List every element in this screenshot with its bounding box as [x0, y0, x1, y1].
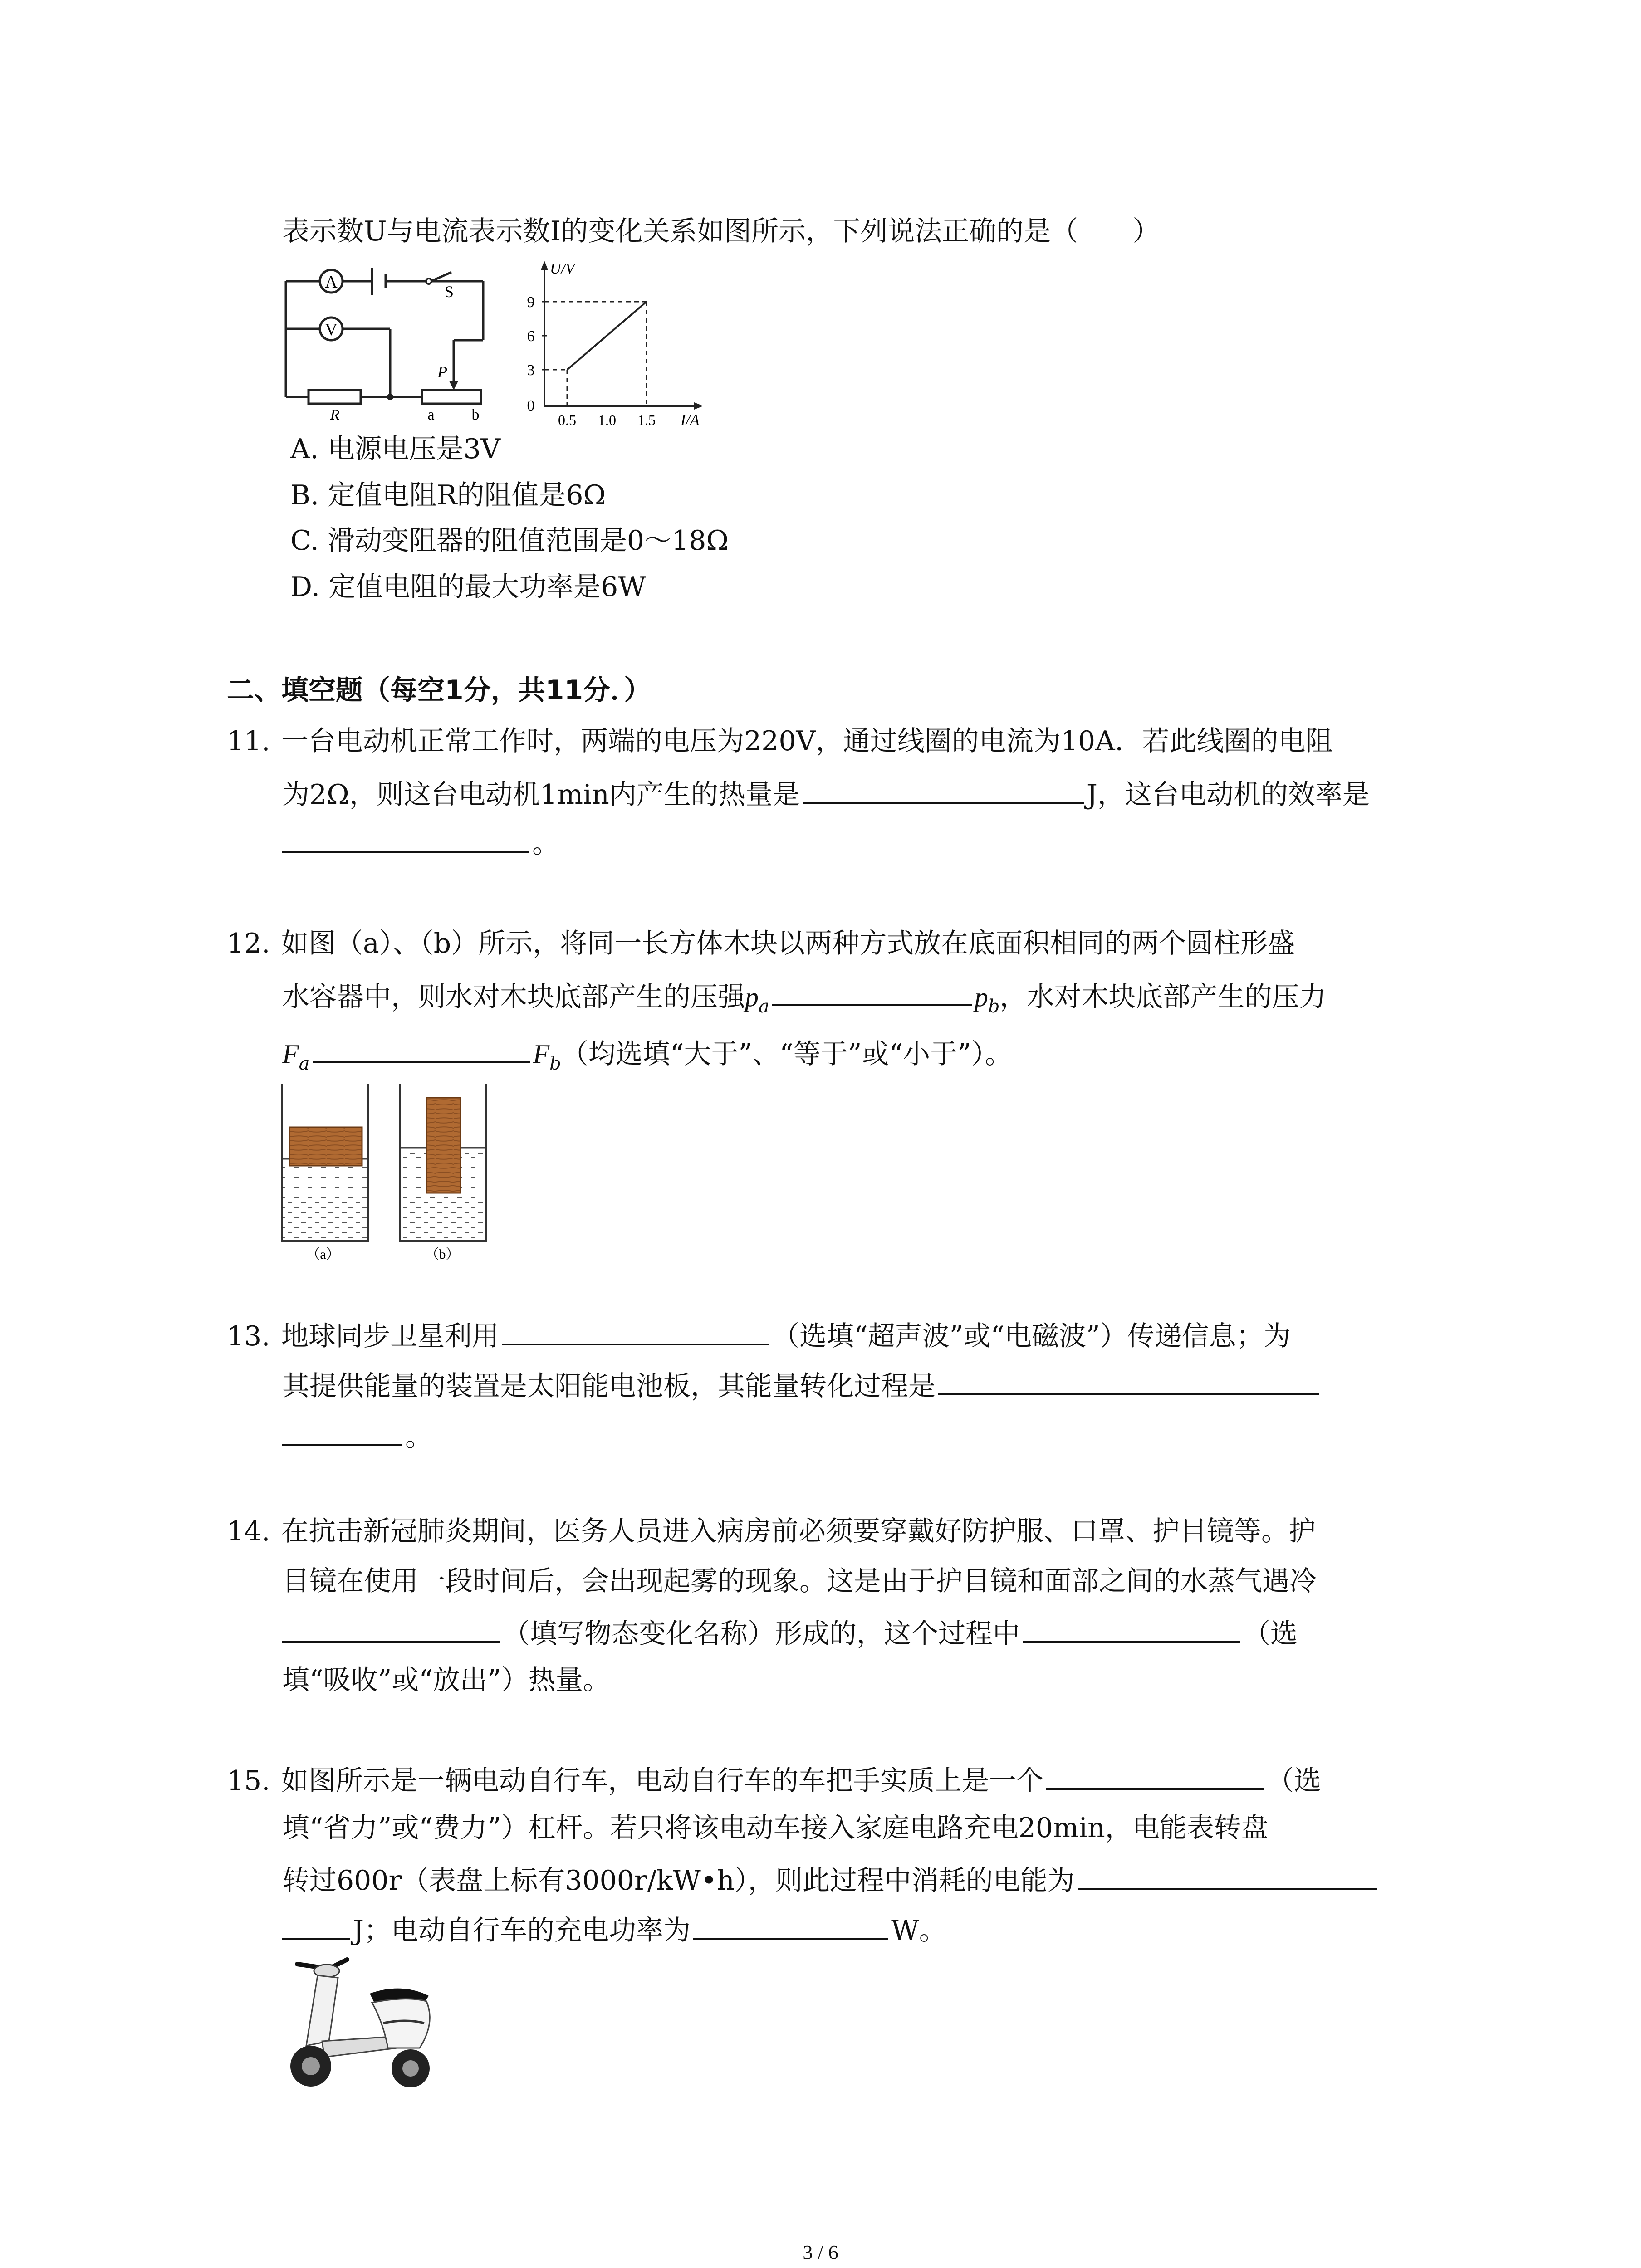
question-number: 15.	[227, 1765, 270, 1797]
q11-text: 为2Ω，则这台电动机1min内产生的热量是	[282, 779, 800, 811]
q10-option-d: D. 定值电阻的最大功率是6W	[290, 571, 646, 603]
q12-text: ，水对木块底部产生的压力	[999, 981, 1327, 1013]
q12-line1	[227, 925, 1295, 962]
end-a-label: a	[427, 406, 435, 422]
section-title: 二、填空题（每空1分，共11分．）	[227, 675, 652, 706]
q11-answer-blank-2[interactable]	[282, 823, 529, 853]
fa-subscript: a	[299, 1053, 310, 1074]
slider-label: P	[437, 363, 447, 381]
q15-answer-blank-1[interactable]	[1046, 1760, 1264, 1790]
wood-block-b	[426, 1098, 460, 1193]
q12-answer-blank-1[interactable]	[772, 976, 972, 1006]
q11-text: J，这台电动机的效率是	[1086, 779, 1370, 811]
graph-x-tick: 1.5	[637, 412, 656, 428]
q12-answer-blank-2[interactable]	[313, 1033, 530, 1063]
q11-line3	[282, 823, 559, 862]
q13-line3	[282, 1416, 432, 1455]
q11-text: 一台电动机正常工作时，两端的电压为220V，通过线圈的电流为10A．若此线圈的电阻	[281, 725, 1333, 757]
q11-line1	[227, 723, 1333, 759]
q13-line1	[227, 1315, 1291, 1354]
ammeter-label: A	[325, 273, 338, 292]
q15-text: （选	[1267, 1765, 1321, 1797]
q14-answer-blank-2[interactable]	[1023, 1613, 1240, 1643]
figure-a-label: （a）	[306, 1247, 340, 1261]
q10-option-a: A. 电源电压是3V	[290, 433, 500, 465]
q11-line2	[282, 774, 1370, 813]
q13-answer-blank-2-cont[interactable]	[282, 1416, 402, 1446]
question-number: 14.	[227, 1515, 270, 1547]
graph-x-tick: 1.0	[598, 412, 616, 428]
q12-line3	[282, 1033, 1012, 1082]
q15-text: 转过600r（表盘上标有3000r/kW•h），则此过程中消耗的电能为	[282, 1865, 1075, 1897]
q15-line4	[282, 1910, 946, 1949]
q15-answer-blank-2[interactable]	[1078, 1860, 1377, 1890]
q15-line1	[227, 1760, 1321, 1799]
q15-text: J；电动自行车的充电功率为	[353, 1915, 691, 1946]
voltmeter-label: V	[325, 320, 338, 339]
water-container-figure	[272, 1080, 508, 1261]
fb-subscript: b	[549, 1053, 561, 1074]
ui-graph	[517, 256, 712, 429]
question-number: 11.	[227, 725, 270, 757]
q15-text: W。	[891, 1915, 946, 1946]
page-number: 3 / 6	[803, 2241, 838, 2263]
q15-text: 如图所示是一辆电动自行车，电动自行车的车把手实质上是一个	[281, 1765, 1043, 1797]
graph-x-label: I/A	[681, 412, 700, 429]
q13-text: 。	[405, 1421, 432, 1453]
q13-text: 其提供能量的装置是太阳能电池板，其能量转化过程是	[282, 1370, 936, 1402]
q12-text: 水容器中，则水对木块底部产生的压强	[282, 981, 745, 1013]
pb-symbol: p	[974, 982, 988, 1012]
q14-line4: 填“吸收”或“放出”）热量。	[282, 1664, 610, 1696]
q13-line2	[282, 1365, 1322, 1404]
switch-label: S	[444, 283, 454, 301]
pa-subscript: a	[759, 996, 769, 1017]
q13-answer-blank-2[interactable]	[938, 1365, 1319, 1395]
q10-stem: 表示数U与电流表示数I的变化关系如图所示，下列说法正确的是（ ）	[282, 215, 1160, 247]
q14-text: 在抗击新冠肺炎期间，医务人员进入病房前必须要穿戴好防护服、口罩、护目镜等。护	[281, 1515, 1316, 1547]
q14-answer-blank-1[interactable]	[282, 1613, 500, 1643]
figure-b-label: （b）	[425, 1247, 460, 1261]
q13-text: （选填“超声波”或“电磁波”）传递信息；为	[772, 1320, 1291, 1352]
wood-block-a	[289, 1127, 362, 1166]
q15-answer-blank-3[interactable]	[693, 1910, 888, 1940]
q12-line2	[282, 976, 1326, 1025]
resistor-label: R	[330, 406, 340, 422]
circuit-diagram	[272, 254, 508, 422]
q15-answer-blank-2-cont[interactable]	[282, 1910, 350, 1940]
graph-y-tick: 0	[527, 397, 535, 414]
graph-y-label: U/V	[550, 260, 575, 277]
q14-text: （填写物态变化名称）形成的，这个过程中	[503, 1618, 1020, 1650]
pa-symbol: p	[745, 982, 759, 1012]
graph-y-tick: 3	[527, 362, 535, 379]
q14-line2: 目镜在使用一段时间后，会出现起雾的现象。这是由于护目镜和面部之间的水蒸气遇冷	[282, 1565, 1317, 1597]
graph-y-tick: 9	[527, 294, 535, 311]
q11-text: 。	[532, 828, 559, 860]
q11-answer-blank-1[interactable]	[803, 774, 1084, 804]
q13-answer-blank-1[interactable]	[502, 1315, 769, 1345]
end-b-label: b	[471, 406, 480, 422]
graph-x-tick: 0.5	[558, 412, 576, 428]
q12-text: （均选填“大于”、“等于”或“小于”）。	[561, 1038, 1012, 1070]
q15-line3	[282, 1860, 1380, 1899]
fb-symbol: F	[533, 1039, 550, 1069]
q15-line2: 填“省力”或“费力”）杠杆。若只将该电动车接入家庭电路充电20min，电能表转盘	[282, 1812, 1269, 1844]
fa-symbol: F	[282, 1039, 299, 1069]
electric-scooter-image	[279, 1950, 451, 2096]
pb-subscript: b	[988, 996, 1000, 1017]
q14-line1	[227, 1513, 1316, 1549]
graph-y-tick: 6	[527, 328, 535, 345]
q10-option-c: C. 滑动变阻器的阻值范围是0～18Ω	[290, 525, 729, 557]
question-number: 13.	[227, 1320, 270, 1352]
question-number: 12.	[227, 928, 270, 959]
q12-text: 如图（a）、（b）所示，将同一长方体木块以两种方式放在底面积相同的两个圆柱形盛	[281, 928, 1295, 959]
q13-text: 地球同步卫星利用	[281, 1320, 499, 1352]
q14-line3	[282, 1613, 1298, 1652]
q14-text: （选	[1243, 1618, 1298, 1650]
q10-option-b: B. 定值电阻R的阻值是6Ω	[290, 479, 606, 511]
